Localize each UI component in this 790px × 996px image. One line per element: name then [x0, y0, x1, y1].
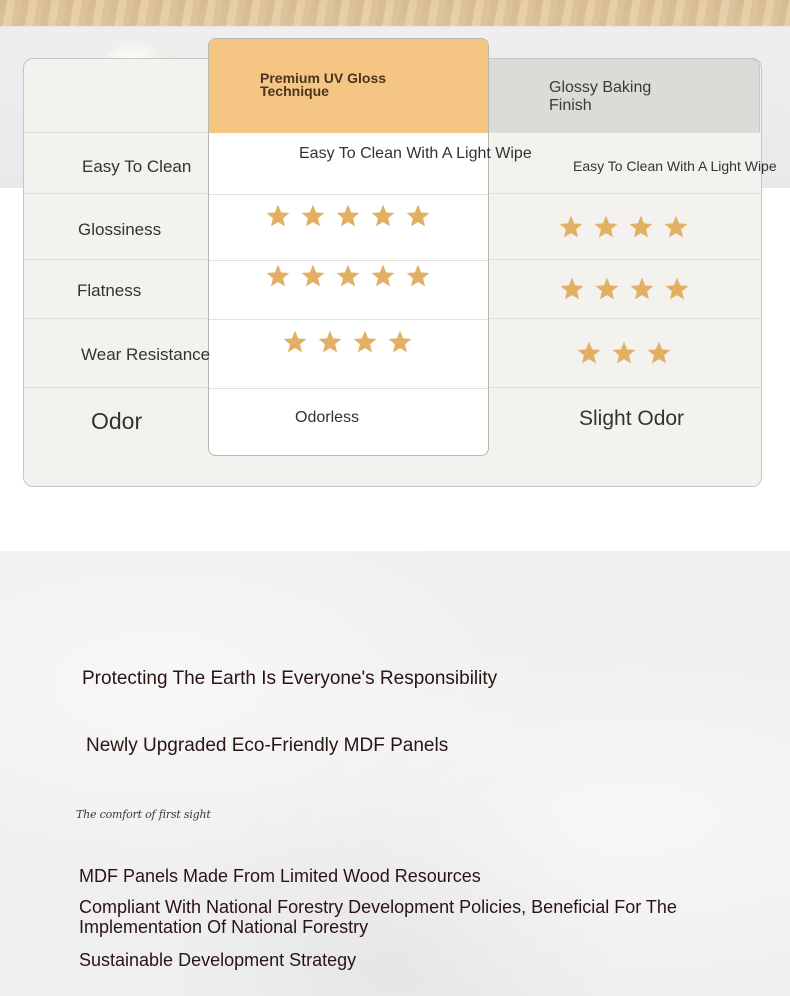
baking-flatness-rating [559, 276, 690, 302]
star-icon [352, 329, 378, 355]
premium-glossiness-rating [265, 203, 431, 229]
star-icon [664, 276, 690, 302]
star-icon [663, 214, 689, 240]
star-icon [335, 203, 361, 229]
premium-wear-rating [282, 329, 413, 355]
star-icon [370, 203, 396, 229]
baking-odor-text: Slight Odor [579, 407, 685, 430]
star-icon [559, 276, 585, 302]
row-label-glossiness: Glossiness [78, 220, 162, 239]
eco-paragraph-2: Compliant With National Forestry Development Policies, Beneficial For The Implementation Of National Forestry [79, 897, 677, 937]
star-icon [576, 340, 602, 366]
row-divider [209, 319, 488, 320]
baking-column-title: Glossy Baking Finish [549, 79, 652, 114]
row-label-wear-resistance: Wear Resistance [81, 345, 211, 364]
star-icon [282, 329, 308, 355]
eco-paragraph-3: Sustainable Development Strategy [79, 950, 357, 970]
star-icon [317, 329, 343, 355]
star-icon [387, 329, 413, 355]
row-divider [209, 388, 488, 389]
baking-wear-rating [576, 340, 672, 366]
premium-easy-clean-text: Easy To Clean With A Light Wipe [299, 145, 532, 162]
wood-surface [0, 0, 790, 26]
star-icon [611, 340, 637, 366]
baking-easy-clean-text: Easy To Clean With A Light Wipe [573, 158, 777, 174]
row-divider [209, 260, 488, 261]
premium-column-title: Premium UV Gloss Technique [260, 70, 387, 99]
star-icon [558, 214, 584, 240]
star-icon [593, 214, 619, 240]
premium-odor-text: Odorless [295, 409, 360, 426]
star-icon [628, 214, 654, 240]
star-icon [300, 203, 326, 229]
star-icon [335, 263, 361, 289]
star-icon [405, 203, 431, 229]
star-icon [265, 263, 291, 289]
star-icon [265, 203, 291, 229]
row-label-flatness: Flatness [77, 281, 142, 300]
premium-column [208, 38, 489, 456]
eco-title: Protecting The Earth Is Everyone's Responsibility [82, 668, 498, 689]
script-caption: The comfort of first sight [76, 808, 211, 821]
star-icon [405, 263, 431, 289]
premium-flatness-rating [265, 263, 431, 289]
star-icon [646, 340, 672, 366]
row-label-odor: Odor [91, 408, 143, 434]
star-icon [594, 276, 620, 302]
baking-glossiness-rating [558, 214, 689, 240]
star-icon [370, 263, 396, 289]
star-icon [300, 263, 326, 289]
row-label-easy-to-clean: Easy To Clean [82, 157, 192, 176]
eco-paragraph-1: MDF Panels Made From Limited Wood Resources [79, 866, 481, 886]
eco-subtitle: Newly Upgraded Eco-Friendly MDF Panels [86, 735, 449, 756]
star-icon [629, 276, 655, 302]
row-divider [209, 194, 488, 195]
